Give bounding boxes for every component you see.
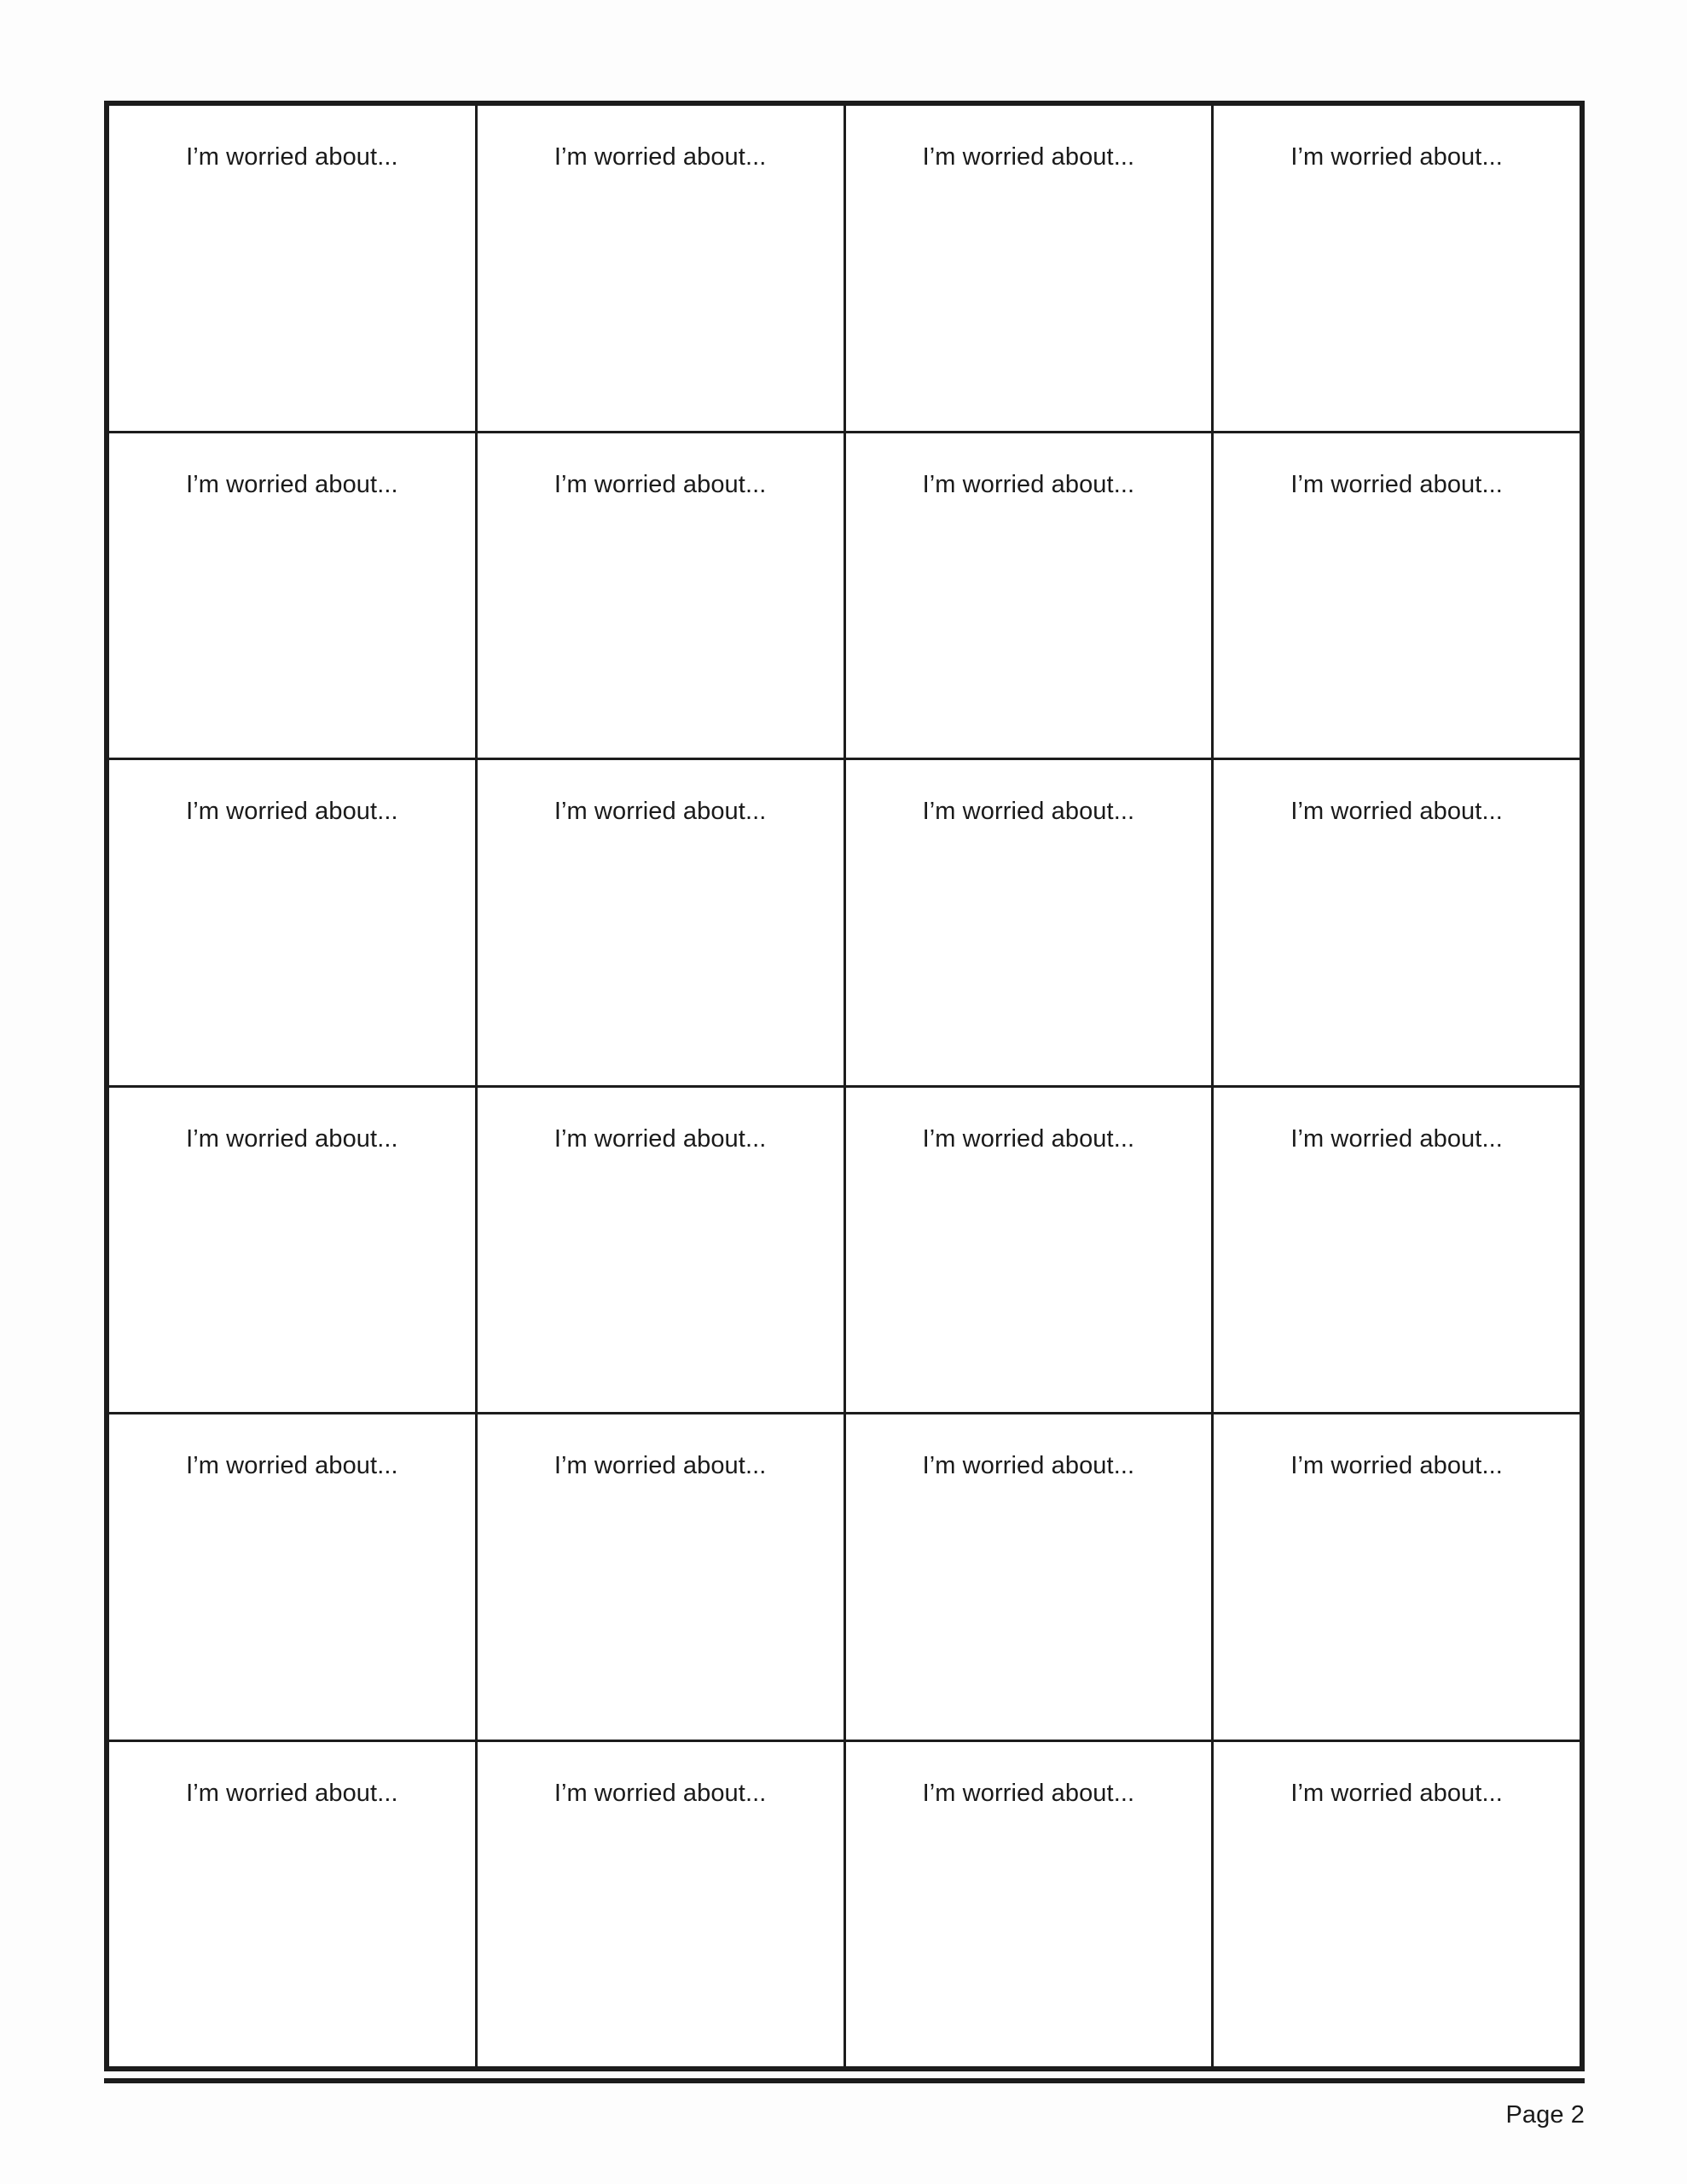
worry-prompt-label: I’m worried about...: [1290, 470, 1503, 498]
worry-prompt-label: I’m worried about...: [1290, 1779, 1503, 1807]
worry-prompt-label: I’m worried about...: [186, 1452, 398, 1479]
worry-cell[interactable]: [478, 1088, 846, 1413]
worry-cell[interactable]: [478, 433, 846, 758]
worry-prompt-label: I’m worried about...: [922, 1124, 1135, 1153]
worry-prompt-label: I’m worried about...: [554, 1779, 767, 1807]
table-row: [109, 433, 1580, 761]
worry-cell[interactable]: [478, 1742, 846, 2067]
page-footer: [104, 2100, 1585, 2152]
worry-cell[interactable]: [109, 1088, 478, 1413]
worry-cell[interactable]: [846, 760, 1215, 1085]
worry-cell[interactable]: [478, 760, 846, 1085]
worry-prompt-label: I’m worried about...: [186, 798, 398, 825]
worry-prompt-label: I’m worried about...: [922, 798, 1135, 825]
worry-cell[interactable]: [109, 106, 478, 431]
worry-cell[interactable]: [478, 1414, 846, 1740]
worry-cell[interactable]: [109, 760, 478, 1085]
worry-prompt-label: I’m worried about...: [922, 143, 1135, 171]
table-row: [109, 760, 1580, 1088]
worry-prompt-label: I’m worried about...: [554, 798, 767, 825]
worry-cell[interactable]: [1214, 106, 1580, 431]
page-number-label: Page 2: [1505, 2101, 1585, 2129]
worry-prompt-label: I’m worried about...: [1290, 1124, 1503, 1153]
worry-prompt-label: I’m worried about...: [554, 470, 767, 498]
worry-prompt-label: I’m worried about...: [922, 1779, 1135, 1807]
worry-cell[interactable]: [1214, 760, 1580, 1085]
worry-cell[interactable]: [846, 433, 1215, 758]
worry-prompt-label: I’m worried about...: [1290, 143, 1503, 171]
footer-divider: [104, 2078, 1585, 2083]
worry-prompt-label: I’m worried about...: [922, 470, 1135, 498]
worry-prompt-label: I’m worried about...: [922, 1452, 1135, 1479]
worry-cell[interactable]: [109, 1414, 478, 1740]
table-row: [109, 1414, 1580, 1742]
worry-cell[interactable]: [109, 1742, 478, 2067]
table-row: [109, 1088, 1580, 1415]
worry-prompt-label: I’m worried about...: [1290, 798, 1503, 825]
worry-cell[interactable]: [846, 1742, 1215, 2067]
worry-prompt-label: I’m worried about...: [554, 1452, 767, 1479]
worry-cell[interactable]: [1214, 1742, 1580, 2067]
worry-cell[interactable]: [109, 433, 478, 758]
table-row: [109, 106, 1580, 433]
worry-prompt-label: I’m worried about...: [186, 143, 398, 171]
worry-cell[interactable]: [846, 1088, 1215, 1413]
worry-cell[interactable]: [1214, 1414, 1580, 1740]
worry-cell[interactable]: [846, 106, 1215, 431]
worry-prompt-label: I’m worried about...: [186, 1124, 398, 1153]
worry-prompt-label: I’m worried about...: [186, 1779, 398, 1807]
worry-prompt-table: [104, 101, 1585, 2071]
worry-prompt-label: I’m worried about...: [554, 1124, 767, 1153]
worry-prompt-label: I’m worried about...: [1290, 1452, 1503, 1479]
worry-cell[interactable]: [846, 1414, 1215, 1740]
worry-prompt-label: I’m worried about...: [186, 470, 398, 498]
worry-prompt-label: I’m worried about...: [554, 143, 767, 171]
table-row: [109, 1742, 1580, 2067]
worry-cell[interactable]: [478, 106, 846, 431]
worry-cell[interactable]: [1214, 1088, 1580, 1413]
worry-cell[interactable]: [1214, 433, 1580, 758]
